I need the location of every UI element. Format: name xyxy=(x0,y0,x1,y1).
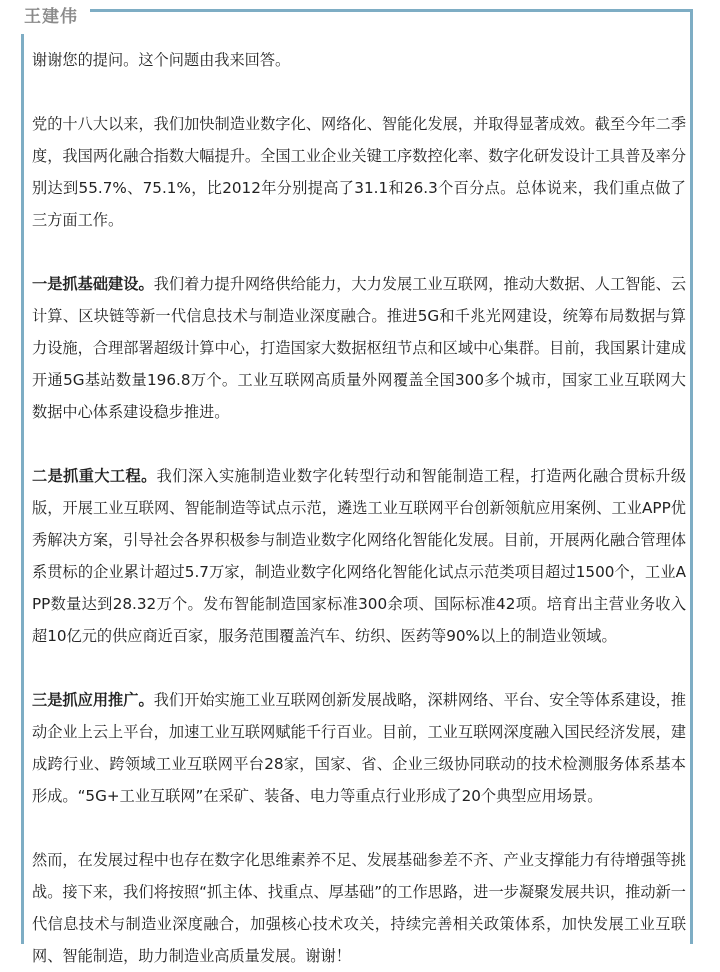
paragraph-overview xyxy=(32,108,686,236)
paragraph-point-three xyxy=(32,684,686,812)
paragraph-text: 然而，在发展过程中也存在数字化思维素养不足、发展基础参差不齐、产业支撑能力有待增强等挑战。接下来，我们将按照“抓主体、找重点、厚基础”的工作思路，进一步凝聚发展共识，推动新一代信息技术与制造业深度融合，加强核心技术攻关，持续完善相关政策体系，加快发展工业互联网、智能制造，助力制造业高质量发展。谢谢！ xyxy=(32,851,686,965)
answer-body xyxy=(32,44,686,972)
paragraph-text: 我们深入实施制造业数字化转型行动和智能制造工程，打造两化融合贯标升级版，开展工业互联网、智能制造等试点示范，遴选工业互联网平台创新领航应用案例、工业APP优秀解决方案，引导社会各界积极参与制造业数字化网络化智能化发展。目前，开展两化融合管理体系贯标的企业累计超过5.7万家，制造业数字化网络化智能化试点示范类项目超过1500个，工业APP数量达到28.32万个。发布智能制造国家标准300余项、国际标准42项。培育出主营业务收入超10亿元的供应商近百家，服务范围覆盖汽车、纺织、医药等90%以上的制造业领域。 xyxy=(32,467,687,645)
paragraph-lead: 一是抓基础建设。 xyxy=(32,275,154,293)
paragraph-lead: 三是抓应用推广。 xyxy=(32,691,154,709)
paragraph-text: 党的十八大以来，我们加快制造业数字化、网络化、智能化发展，并取得显著成效。截至今年二季度，我国两化融合指数大幅提升。全国工业企业关键工序数控化率、数字化研发设计工具普及率分别达到55.7%、75.1%，比2012年分别提高了31.1和26.3个百分点。总体说来，我们重点做了三方面工作。 xyxy=(32,115,686,229)
paragraph-text: 我们着力提升网络供给能力，大力发展工业互联网，推动大数据、人工智能、云计算、区块链等新一代信息技术与制造业深度融合。推进5G和千兆光网建设，统筹布局数据与算力设施，合理部署超级计算中心，打造国家大数据枢纽节点和区域中心集群。目前，我国累计建成开通5G基站数量196.8万个。工业互联网高质量外网覆盖全国300多个城市，国家工业互联网大数据中心体系建设稳步推进。 xyxy=(32,275,687,421)
paragraph-text: 谢谢您的提问。这个问题由我来回答。 xyxy=(32,51,291,69)
paragraph-text: 我们开始实施工业互联网创新发展战略，深耕网络、平台、安全等体系建设，推动企业上云上平台，加速工业互联网赋能千行百业。目前，工业互联网深度融入国民经济发展，建成跨行业、跨领域工业互联网平台28家，国家、省、企业三级协同联动的技术检测服务体系基本形成。“5G+工业互联网”在采矿、装备、电力等重点行业形成了20个典型应用场景。 xyxy=(32,691,687,805)
paragraph-intro xyxy=(32,44,686,76)
paragraph-lead: 二是抓重大工程。 xyxy=(32,467,157,485)
paragraph-point-two xyxy=(32,460,686,652)
speaker-name: 王建伟 xyxy=(14,0,90,34)
paragraph-point-one xyxy=(32,268,686,428)
paragraph-conclusion xyxy=(32,844,686,972)
